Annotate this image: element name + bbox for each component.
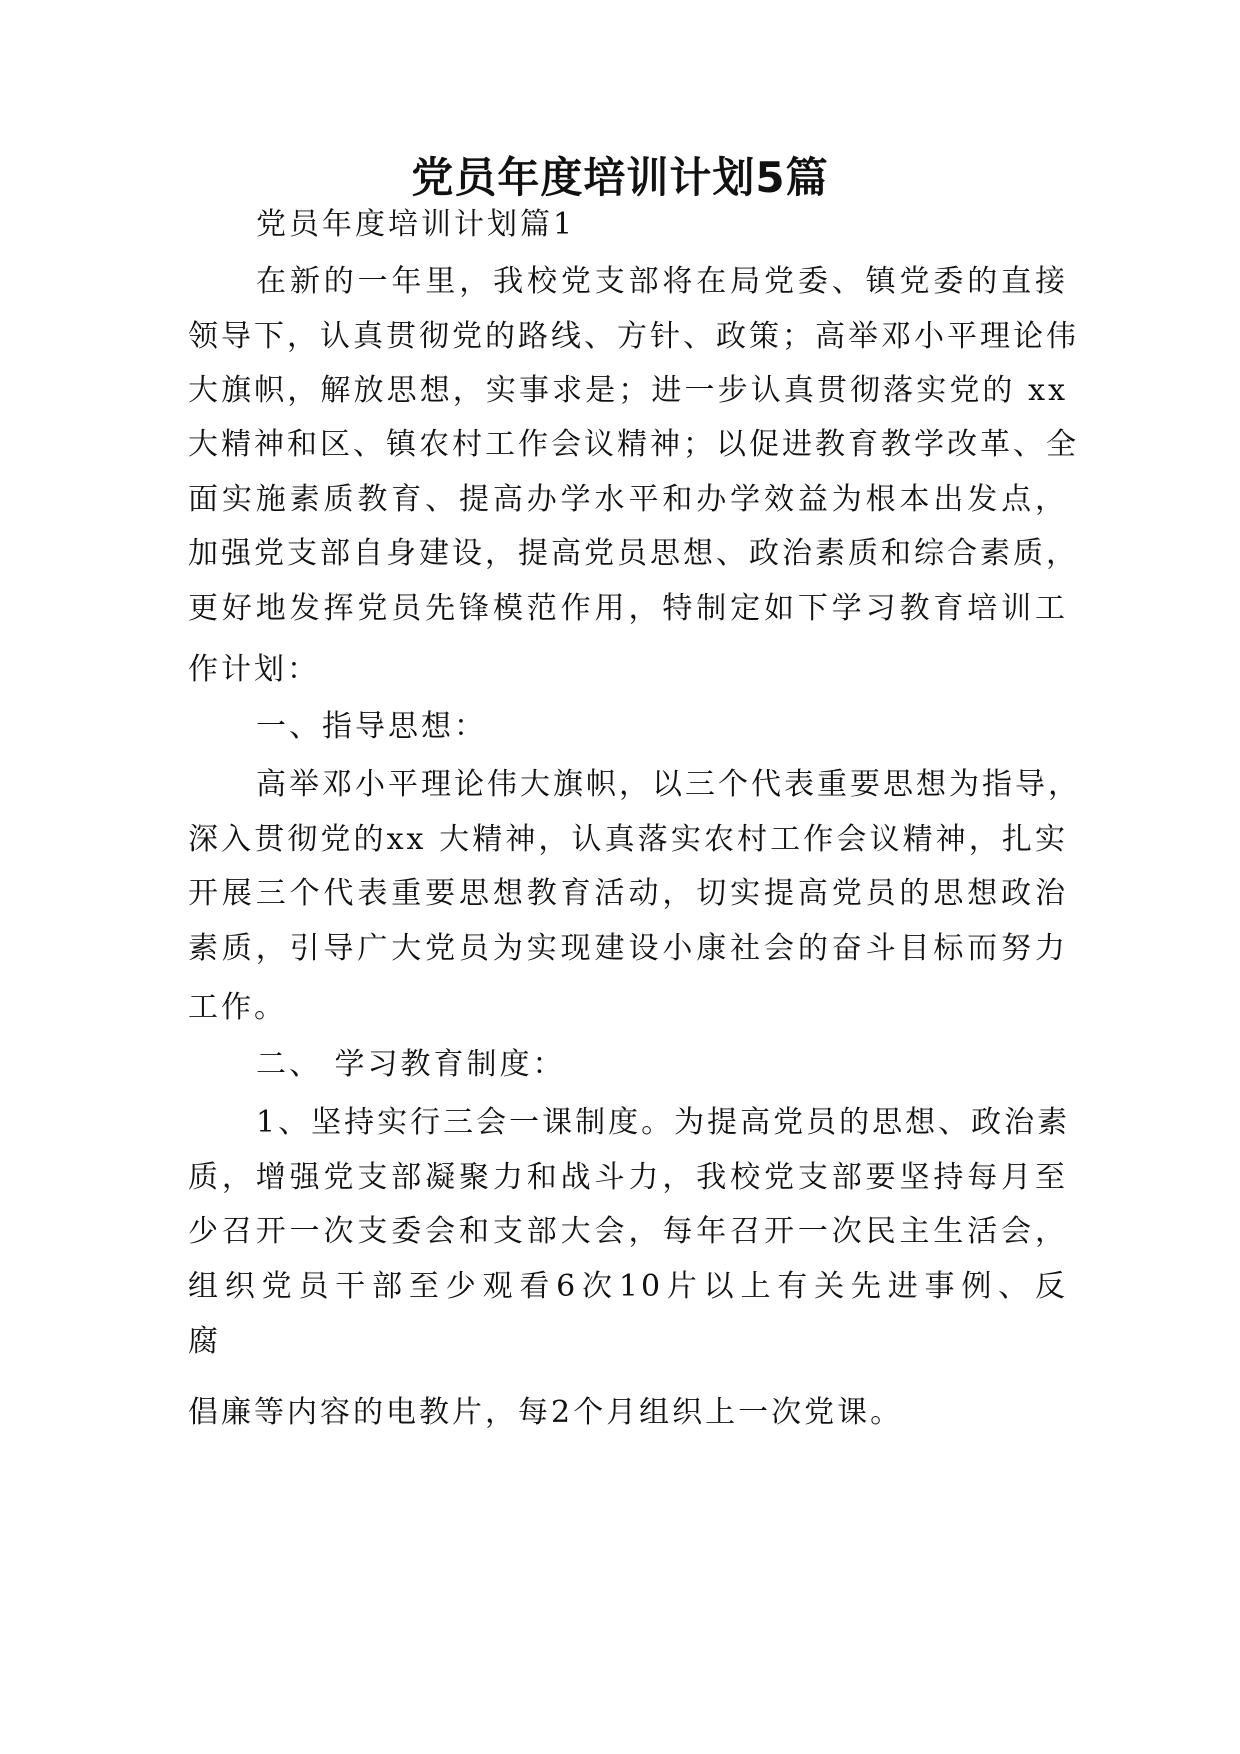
paragraph-line: 素质，引导广大党员为实现建设小康社会的奋斗目标而努力 bbox=[188, 931, 1068, 966]
paragraph-line: 组织党员干部至少观看6次10片以上有关先进事例、反 bbox=[188, 1269, 1068, 1304]
paragraph-line: 大精神和区、镇农村工作会议精神；以促进教育教学改革、全 bbox=[188, 427, 1079, 462]
paragraph-line: 深入贯彻党的xx 大精神，认真落实农村工作会议精神，扎实 bbox=[188, 822, 1068, 857]
paragraph-line: 作计划： bbox=[188, 652, 320, 687]
section-heading: 党员年度培训计划篇1 bbox=[256, 207, 576, 242]
paragraph-line: 领导下，认真贯彻党的路线、方针、政策；高举邓小平理论伟 bbox=[188, 319, 1079, 354]
paragraph-line: 大旗帜，解放思想，实事求是；进一步认真贯彻落实党的 xx bbox=[188, 373, 1068, 408]
paragraph-line: 腐 bbox=[188, 1324, 221, 1359]
paragraph-line: 在新的一年里，我校党支部将在局党委、镇党委的直接 bbox=[256, 264, 1068, 299]
section-heading: 一、指导思想： bbox=[256, 709, 487, 744]
paragraph-line: 加强党支部自身建设，提高党员思想、政治素质和综合素质， bbox=[188, 536, 1079, 571]
paragraph-line: 质，增强党支部凝聚力和战斗力，我校党支部要坚持每月至 bbox=[188, 1160, 1068, 1195]
paragraph-line: 倡廉等内容的电教片，每2个月组织上一次党课。 bbox=[188, 1395, 904, 1430]
paragraph-line: 更好地发挥党员先锋模范作用，特制定如下学习教育培训工 bbox=[188, 591, 1068, 626]
paragraph-line: 高举邓小平理论伟大旗帜，以三个代表重要思想为指导， bbox=[256, 767, 1081, 802]
section-heading: 二、 学习教育制度： bbox=[256, 1047, 566, 1082]
paragraph-line: 面实施素质教育、提高办学水平和办学效益为根本出发点， bbox=[188, 482, 1068, 517]
paragraph-line: 工作。 bbox=[188, 990, 287, 1025]
paragraph-line: 1、坚持实行三会一课制度。为提高党员的思想、政治素 bbox=[256, 1105, 1071, 1140]
paragraph-line: 少召开一次支委会和支部大会，每年召开一次民主生活会， bbox=[188, 1214, 1068, 1249]
document-title: 党员年度培训计划5篇 bbox=[411, 153, 829, 202]
paragraph-line: 开展三个代表重要思想教育活动，切实提高党员的思想政治 bbox=[188, 876, 1068, 911]
